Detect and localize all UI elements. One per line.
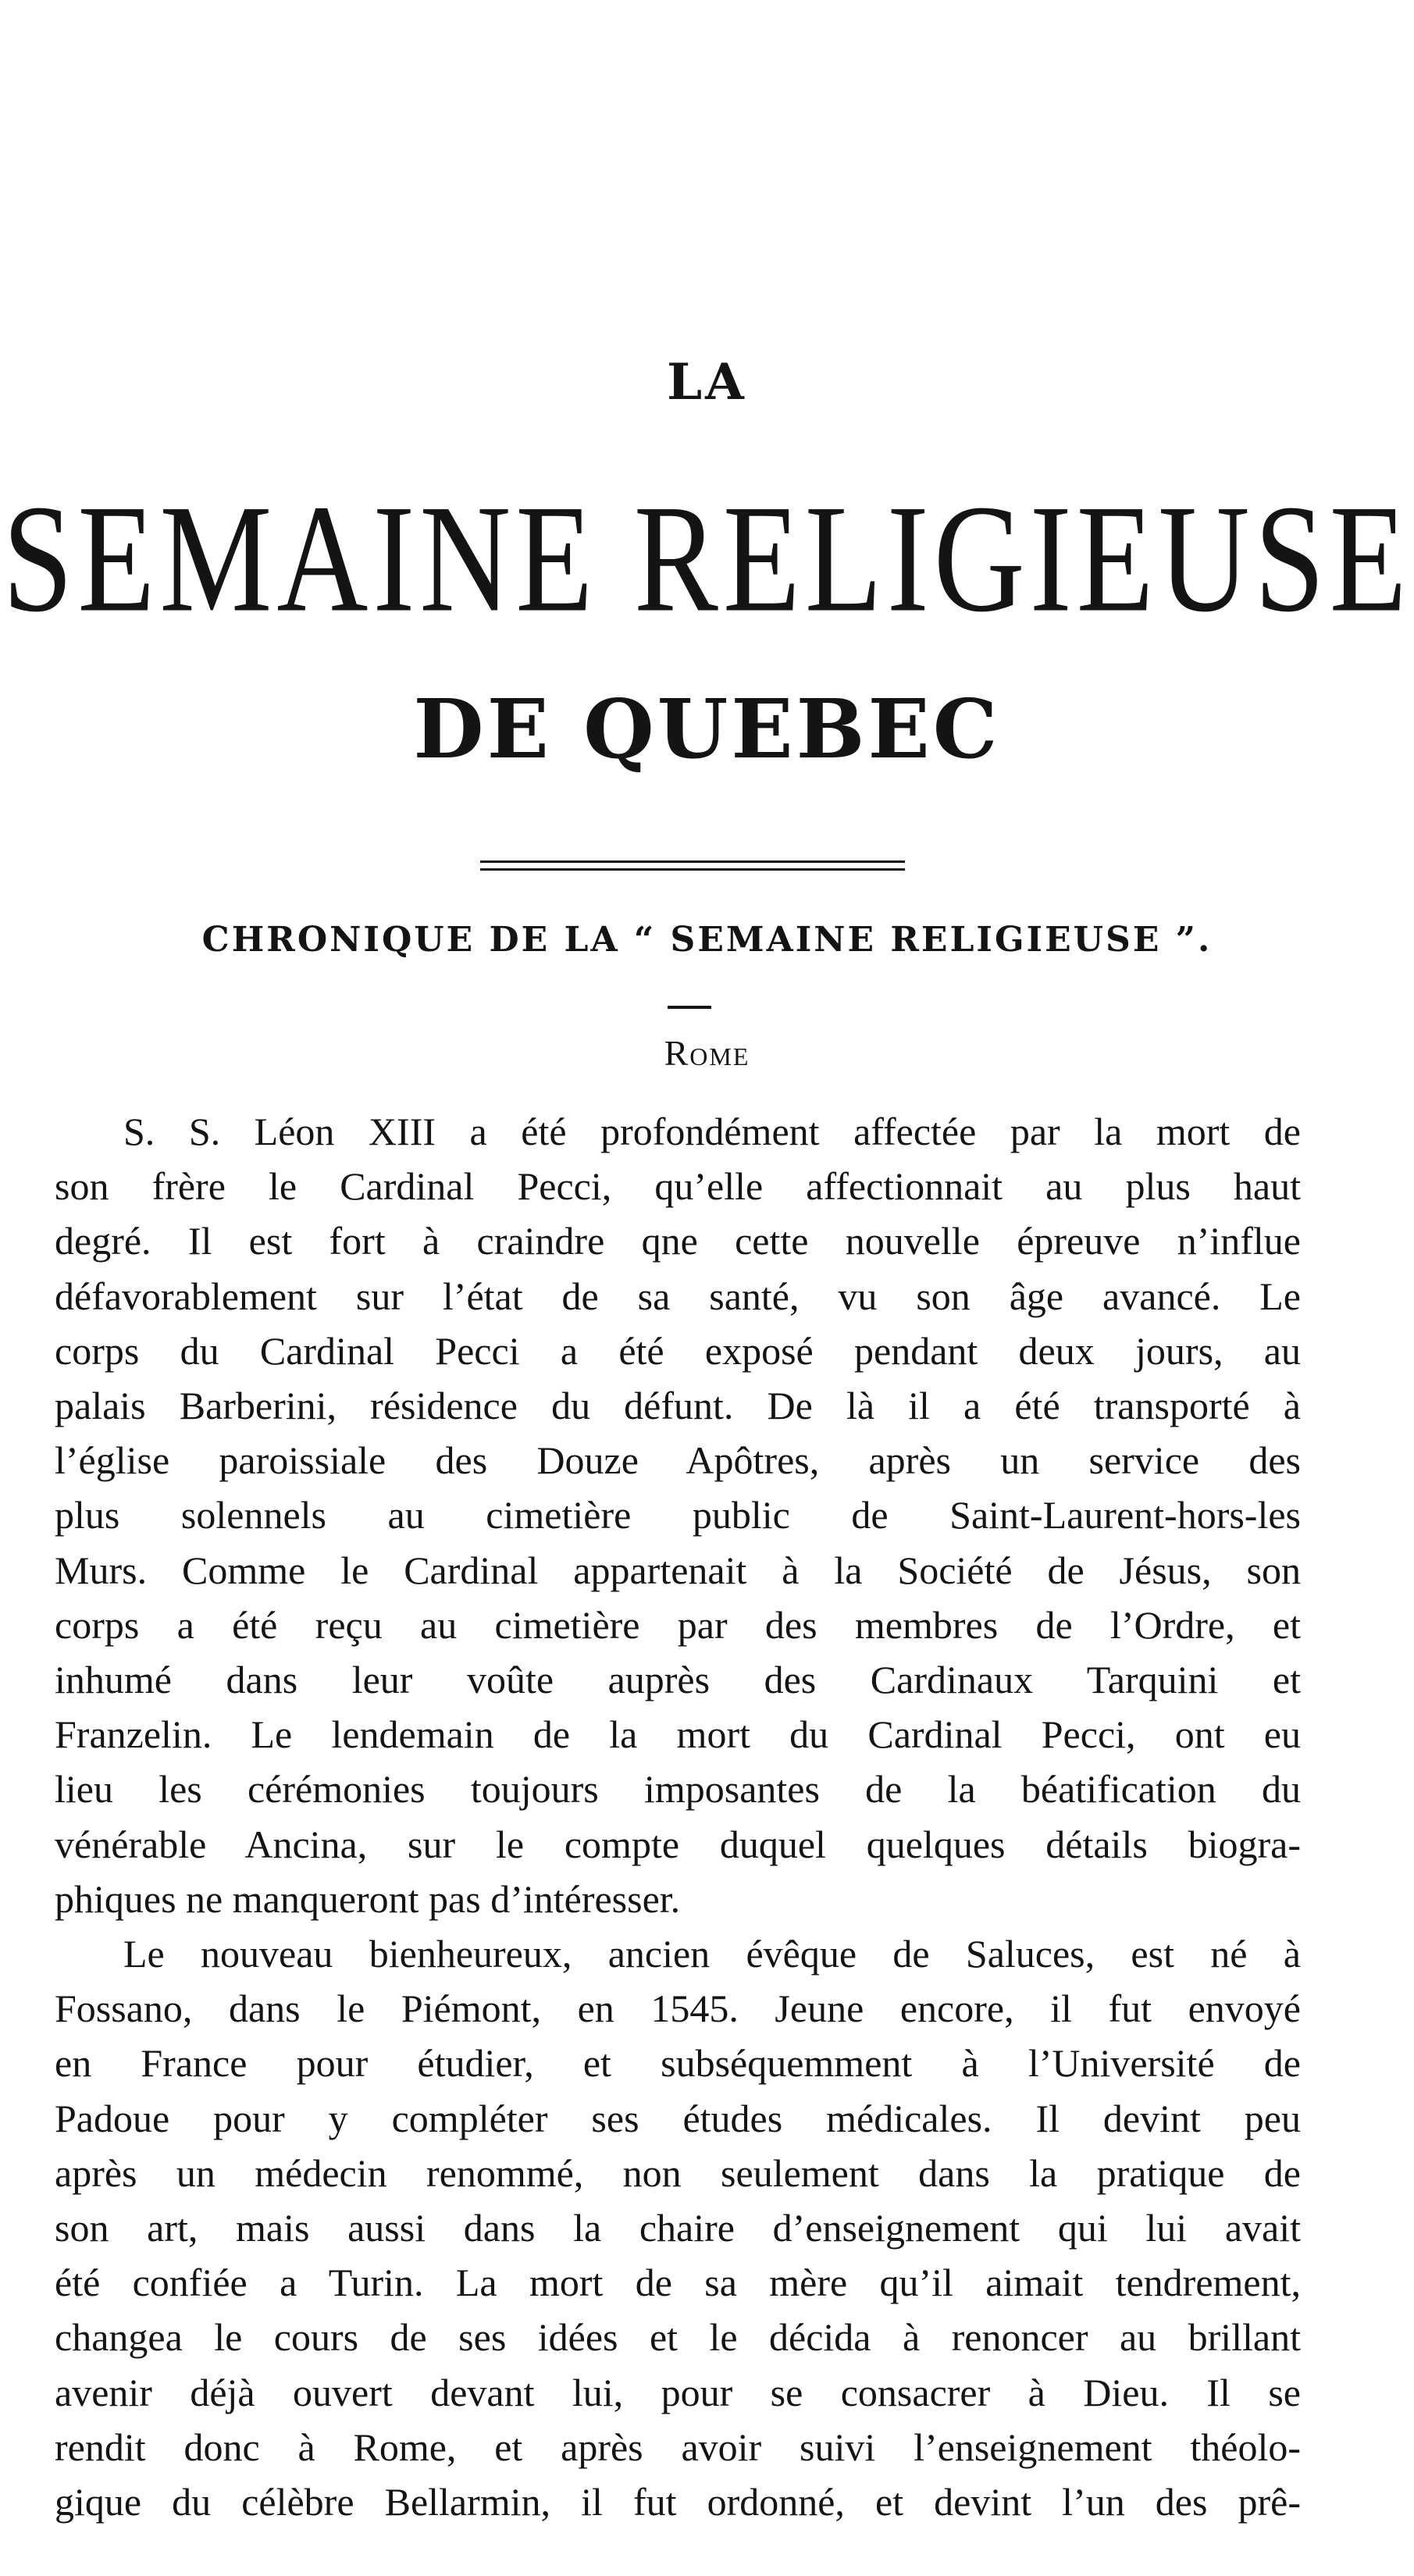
text-line: Le nouveau bienheureux, ancien évêque de Saluces, est né à — [123, 1932, 1301, 1976]
text-line: en France pour étudier, et subséquemment à l’Université de — [55, 2041, 1301, 2086]
text-line: inhumé dans leur voûte auprès des Cardinaux Tarquini et — [55, 1658, 1301, 1702]
masthead-title: SEMAINE RELIGIEUSE — [2, 474, 1412, 645]
text-line: après un médecin renommé, non seulement dans la pratique de — [55, 2150, 1301, 2195]
text-line: corps du Cardinal Pecci a été exposé pendant deux jours, au — [55, 1328, 1301, 1373]
text-line: Padoue pour y compléter ses études médicales. Il devint peu — [55, 2096, 1301, 2140]
masthead-double-rule — [480, 860, 905, 871]
text-line: Franzelin. Le lendemain de la mort du Cardinal Pecci, ont eu — [55, 1712, 1301, 1757]
text-line: l’église paroissiale des Douze Apôtres, après un service des — [55, 1438, 1301, 1483]
text-line: S. S. Léon XIII a été profondément affectée par la mort de — [123, 1110, 1301, 1153]
text-line: son frère le Cardinal Pecci, qu’elle affectionnait au plus haut — [55, 1164, 1301, 1209]
paragraph-1 — [55, 1104, 1301, 1926]
section-separator-rule — [668, 1006, 711, 1009]
text-line: avenir déjà ouvert devant lui, pour se consacrer à Dieu. Il se — [55, 2370, 1301, 2414]
chronicle-heading: CHRONIQUE DE LA “ SEMAINE RELIGIEUSE ”. — [201, 920, 1213, 960]
text-line: été confiée a Turin. La mort de sa mère qu’il aimait tendrement, — [55, 2261, 1301, 2305]
text-line: Murs. Comme le Cardinal appartenait à la Société de Jésus, son — [55, 1548, 1301, 1592]
text-line: Fossano, dans le Piémont, en 1545. Jeune encore, il fut envoyé — [55, 1986, 1301, 2031]
text-line: plus solennels au cimetière public de Saint-Laurent-hors-les — [55, 1493, 1301, 1537]
text-line: lieu les cérémonies toujours imposantes de la béatification du — [55, 1767, 1301, 1812]
text-line: changea le cours de ses idées et le décida à renoncer au brillant — [55, 2315, 1301, 2360]
text-line: degré. Il est fort à craindre qne cette nouvelle épreuve n’influe — [55, 1219, 1301, 1263]
text-line: son art, mais aussi dans la chaire d’enseignement qui lui avait — [55, 2206, 1301, 2250]
text-line: phiques ne manqueront pas d’intéresser. — [55, 1876, 681, 1921]
masthead-article: LA — [667, 353, 747, 412]
section-heading: Rome — [664, 1033, 750, 1073]
text-line: défavorablement sur l’état de sa santé, vu son âge avancé. Le — [55, 1274, 1301, 1318]
text-line: rendit donc à Rome, et après avoir suivi l’enseignement théolo- — [55, 2425, 1301, 2469]
text-line: corps a été reçu au cimetière par des membres de l’Ordre, et — [55, 1602, 1301, 1647]
article-body — [55, 1104, 1301, 2529]
masthead-city: DE QUEBEC — [413, 681, 1001, 777]
text-line: gique du célèbre Bellarmin, il fut ordonné, et devint l’un des prê- — [55, 2480, 1301, 2524]
paragraph-2 — [55, 1926, 1301, 2529]
text-line: palais Barberini, résidence du défunt. De là il a été transporté à — [55, 1384, 1301, 1428]
text-line: vénérable Ancina, sur le compte duquel quelques détails biogra- — [55, 1822, 1301, 1866]
